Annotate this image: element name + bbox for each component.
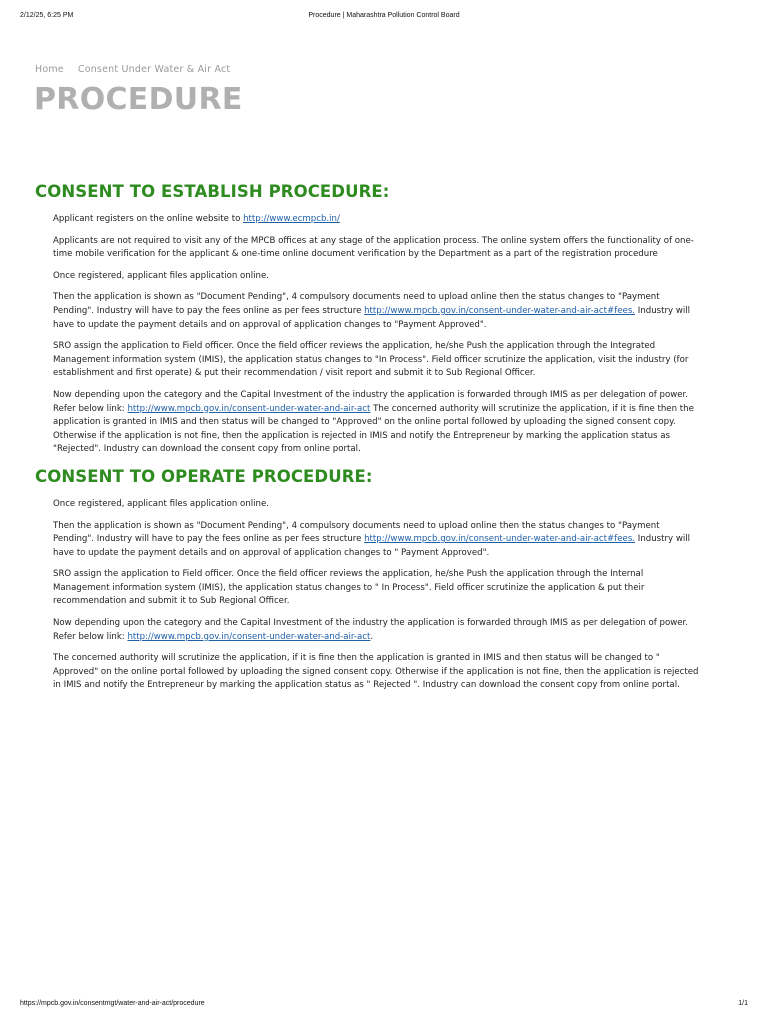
print-datetime: 2/12/25, 6:25 PM	[20, 12, 74, 19]
establish-paragraph-4	[53, 291, 700, 332]
operate-p2-text: Then the application is shown as "Document Pending", 4 compulsory documents need to upload online then the status changes to "Payment Pending". Industry will have to pay the fees online as per fees structure	[53, 520, 660, 545]
ecmpcb-link[interactable]: http://www.ecmpcb.in/	[243, 214, 340, 224]
establish-heading: CONSENT TO ESTABLISH PROCEDURE:	[35, 182, 390, 201]
operate-paragraph-5: The concerned authority will scrutinize the application, if it is fine then the application is granted in IMIS and then status will be changed to " Approved" on the online portal followed by uploading the signed consent copy. Otherwise if the application is not fine, then the application is rejected in IMIS and notify the Entrepreneur by marking the application status as " Rejected ". Industry can download the consent copy from online portal.	[53, 653, 699, 691]
operate-section	[35, 465, 700, 693]
operate-paragraph-4	[53, 617, 700, 644]
operate-p4-text-after: .	[370, 631, 374, 642]
fees-link[interactable]: http://www.mpcb.gov.in/consent-under-water-and-air-act#fees.	[364, 305, 636, 316]
main-content	[35, 180, 700, 701]
print-page-number: 1/1	[738, 1000, 748, 1007]
consent-act-link[interactable]: http://www.mpcb.gov.in/consent-under-water-and-air-act	[127, 631, 371, 642]
print-header	[20, 12, 748, 24]
print-footer	[20, 1000, 748, 1010]
operate-paragraph-2	[53, 520, 700, 561]
establish-p4-text: Then the application is shown as "Document Pending", 4 compulsory documents need to upload online then the status changes to "Payment Pending". Industry will have to pay the fees online as per fees structure	[53, 292, 660, 316]
print-page-url: https://mpcb.gov.in/consentmgt/water-and-air-act/procedure	[20, 1000, 205, 1007]
fees-link[interactable]: http://www.mpcb.gov.in/consent-under-water-and-air-act#fees.	[364, 534, 636, 545]
establish-body	[35, 213, 700, 457]
establish-p6-text-after: The concerned authority will scrutinize the application, if it is fine then the application is granted in IMIS and then status will be changed to "Approved" on the online portal followed by uploading the signed consent copy. Otherwise if the application is not fine, then the application is rejected in IMIS and notify the Entrepreneur by marking the application status as "Rejected". Industry can download the consent copy from online portal.	[53, 403, 694, 455]
consent-act-link[interactable]: http://www.mpcb.gov.in/consent-under-water-and-air-act	[127, 403, 371, 414]
establish-p6-text: Now depending upon the category and the Capital Investment of the industry the application is forwarded through IMIS as per delegation of power. Refer below link:	[53, 389, 689, 414]
establish-paragraph-3: Once registered, applicant files application online.	[53, 270, 269, 281]
operate-heading: CONSENT TO OPERATE PROCEDURE:	[35, 466, 373, 486]
breadcrumb	[35, 64, 230, 75]
establish-section	[35, 180, 700, 457]
print-page-title: Procedure | Maharashtra Pollution Control Board	[308, 12, 460, 19]
breadcrumb-current: Consent Under Water & Air Act	[77, 64, 231, 75]
operate-body	[35, 498, 700, 693]
establish-paragraph-6	[53, 389, 700, 457]
establish-paragraph-2: Applicants are not required to visit any of the MPCB offices at any stage of the application process. The online system offers the functionality of one-time mobile verification for the applicant & one-time online document verification by the Department as a part of the registration procedure	[53, 235, 694, 260]
page-title: PROCEDURE	[34, 82, 243, 117]
establish-paragraph-5: SRO assign the application to Field officer. Once the field officer reviews the application, he/she Push the application through the Integrated Management information system (IMIS), the application status changes to "In Process". Field officer scrutinize the application, visit the industry (for establishment and first operate) & put their recommendation / visit report and submit it to Sub Regional Officer.	[53, 341, 689, 379]
operate-paragraph-1: Once registered, applicant files application online.	[53, 498, 269, 509]
establish-p4-text-after: Industry will have to update the payment details and on approval of application changes to "Payment Approved".	[53, 305, 691, 330]
operate-p4-text: Now depending upon the category and the Capital Investment of the industry the application is forwarded through IMIS as per delegation of power. Refer below link:	[53, 618, 689, 642]
operate-paragraph-3: SRO assign the application to Field officer. Once the field officer reviews the application, he/she Push the application through the Internal Management information system (IMIS), the application status changes to " In Process". Field officer scrutinize the application & put their recommendation and submit it to Sub Regional Officer.	[53, 569, 645, 607]
breadcrumb-home-link[interactable]: Home	[35, 64, 64, 75]
establish-p1-text: Applicant registers on the online website to	[53, 214, 244, 224]
establish-paragraph-1	[53, 213, 700, 227]
operate-p2-text-after: Industry will have to update the payment details and on approval of application changes to " Payment Approved".	[53, 534, 691, 558]
